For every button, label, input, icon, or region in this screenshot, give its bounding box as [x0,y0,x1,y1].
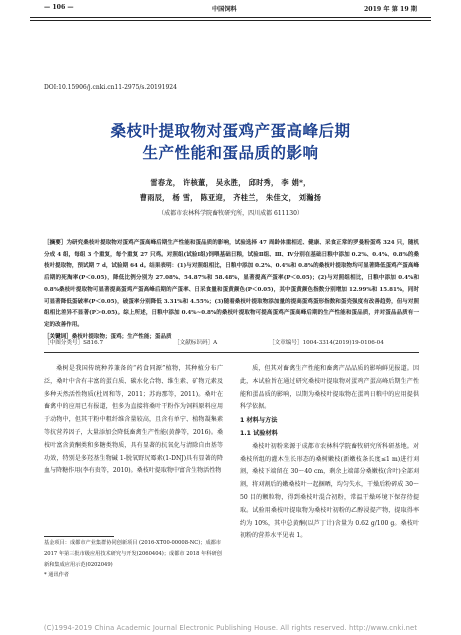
article-number: ［文章编号］1004-3314(2019)19-0106-04 [269,340,384,346]
subsection-heading: 1.1 试验材料 [240,429,278,437]
abstract-label: ［摘要］ [44,240,67,246]
section-heading: 1 材料与方法 [240,417,278,425]
keywords-text: 桑枝叶提取物；蛋鸡；生产性能；蛋品质 [71,333,172,340]
footnote-rule [44,536,114,537]
doi: DOI:10.15906/j.cnki.cn11-2975/s.20191924 [44,84,177,91]
meta-rule [44,352,419,353]
journal-name: 中国饲料 [212,6,237,13]
body-column-right [240,363,419,543]
issue-label: 2019 年 第 19 期 [363,6,417,13]
header-rule-top [30,17,431,18]
authors-line-2: 曹雨辰， 杨 雪， 陈亚迎， 齐桂兰， 朱佳文， 刘瀚扬 [139,193,322,202]
article-title-line-2: 生产性能和蛋品质的影响 [142,144,319,162]
page-header [0,0,461,18]
keywords-label: ［关键词］ [44,333,72,340]
abstract [44,238,419,343]
materials-paragraph: 桑枝叶初粉来源于成都市农林科学院畜牧研究所科研基地。对桑枝所组的灌木生长形态的桑树嫩枝(新嫩枝条长度≤1 m)进行刈割，桑枝下端留在 30～40 cm，剩余上端部分桑嫩枝(含叶)全部刈割，将刈割后的嫩桑枝叶一起捆晒，均匀失水，干燥后粉碎成 30～50 目的颗粒物，得到桑枝叶混合初粉，常温干燥环境下保存待提取。试验用桑枝叶提取物为桑枝叶初粉的乙醇浸提产物，提取得率约为 10%，其中总黄酮(以芦丁计)含量为 0.62 g/100 g。桑枝叶初粉的营养水平见表 1。 [240,442,419,540]
header-rule-bottom [30,20,431,21]
intro-paragraph-1: 桑树是我国传统种养兼备的“药食同源”植物，其种植分布广泛，桑叶中含有丰富的蛋白质、碳水化合物、维生素、矿物元素及多种天然活性物质(杜周和等，2011；苏海那等，2011)。桑叶在畜禽中的应用已有报道，但多为直接将桑叶干粉作为饲料原料应用于动物中，但其干粉中粗纤维含量较高，且含有单宁、植物凝集素等抗营养因子，大量添加会降低畜禽生产性能(黄静等，2016)。桑枝叶富含黄酮类和多糖类物质，具有显著的抗氧化与清除自由基等功效，特别是多羟基生物碱 1-脱氧野尻霉素(1-DNJ)具有显著的降血与降糖作用(李有贵等，2010)。桑枝叶提取物中富含生物活性物 [44,365,223,475]
body-column-left [44,363,223,478]
intro-paragraph-2: 质，但其对畜禽生产性能和畜禽产品品质的影响鲜见报道。因此，本试验旨在通过研究桑枝叶提取物对蛋鸡产蛋高峰后期生产性能和蛋品质的影响，以期为桑枝叶提取物在蛋鸡日粮中的应用提供科学依据。 [240,365,419,411]
abstract-text: 为研究桑枝叶提取物对蛋鸡产蛋高峰后期生产性能和蛋品质的影响，试验选择 47 周龄体重相近、健康、采食正常的罗曼粉蛋鸡 324 只，随机分成 4 组，每组 3 个重复，每个重复 27 只鸡。对照组(试验Ⅰ组)饲喂基础日粮，试验Ⅱ组、Ⅲ、Ⅳ分别在基础日粮中添加 0.2%、0.4%、0.8%的桑枝叶提取物，预试期 7 d，试验期 64 d。结果表明：(1)与对照组相比，日粮中添加 0.2%、0.4%和 0.8%的桑枝叶提取物均可显著降低蛋鸡产蛋高峰后期的死淘率(P＜0.05)，降低比例分别为 27.08%、54.87%和 58.48%，显著提高产蛋率(P＜0.05)；(2)与对照组相比，日粮中添加 0.4%和 0.8%桑枝叶提取物可显著提高蛋鸡产蛋高峰后期的产蛋率、日采食量和蛋黄颜色(P＜0.05)，其中蛋黄颜色指数分别增加 12.99%和 15.81%，同时可显著降低蛋破率(P＜0.05)，破蛋率分别降低 3.31%和 4.55%；(3)随着桑枝叶提取物添加量的提高蛋鸡蛋形指数和蛋壳强度有改善趋势，但与对照组相比差异不显著(P＞0.05)。综上所述，日粮中添加 0.4%~0.8%的桑枝叶提取物可提高蛋鸡产蛋高峰后期的生产性能和蛋品质，并对蛋品品质有一定的改善作用。 [44,240,419,328]
document-code: ［文献标识码］A [174,340,218,346]
clc-number: ［中图分类号］S816.7 [44,340,104,346]
copyright-watermark: (C)1994-2019 China Academic Journal Electronic Publishing House. All rights reserved. http://www.cnki.net [43,624,418,632]
affiliation: （成都市农林科学院畜牧研究所，四川成都 611130） [158,210,303,217]
article-meta [44,338,419,350]
footnote [44,538,223,581]
article-title-line-1: 桑枝叶提取物对蛋鸡产蛋高峰后期 [110,122,351,140]
page-number: — 106 — [44,4,74,11]
authors-line-1: 雷春龙， 许核董， 吴永胜， 邱时秀， 李 娟*， [150,178,311,187]
corresponding-author-note: * 通讯作者 [44,572,69,579]
funding-note: 基金项目：成都市产业集群协同创新项目 (2016-XT00-00008-NC)；成都市 2017 年第三批市级应用技术研究与开发(2060404)；成都市 2018 年科研创新和集成应用示范(0202049) [44,540,222,568]
